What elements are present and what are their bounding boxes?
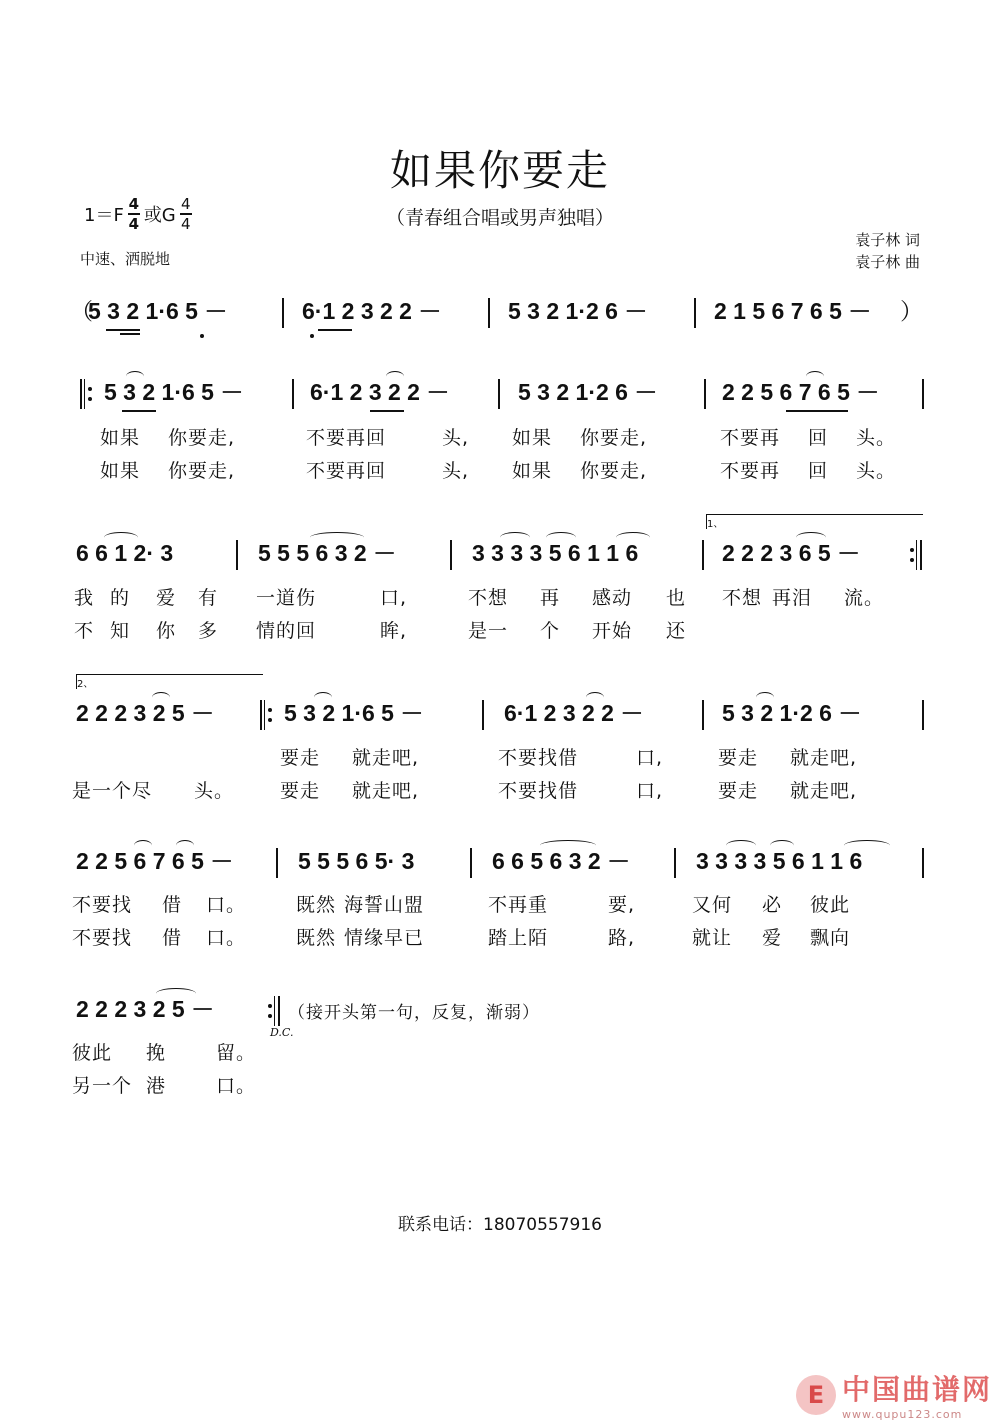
lyric: 必: [762, 894, 783, 916]
barline: [236, 540, 238, 570]
measure: 2 1 5 6 7 6 5 －: [714, 298, 872, 324]
alt-time-bottom: 4: [180, 214, 191, 233]
barline: [702, 540, 704, 570]
lyric: 回: [808, 460, 829, 482]
slur: [310, 532, 364, 543]
lyric: 如果: [512, 460, 553, 482]
lyric: 口,: [380, 587, 408, 609]
volta-2: 2、: [76, 674, 263, 689]
barline: [694, 298, 696, 328]
slur: [500, 532, 530, 543]
key-prefix: 1＝F: [84, 204, 124, 226]
key-signature: [84, 196, 192, 232]
lyric: 多: [198, 620, 219, 642]
lyric: 不要再: [720, 427, 781, 449]
time-top: 4: [128, 195, 140, 213]
lyric: 头。: [856, 427, 897, 449]
measure: 6 6 5 6 3 2 －: [492, 848, 631, 874]
measure: 6·1 2 3 2 2 －: [302, 298, 442, 324]
barline: [450, 540, 452, 570]
tempo-marking: 中速、洒脱地: [80, 250, 171, 268]
barline: [704, 379, 706, 409]
lyric: 不想: [468, 587, 509, 609]
performance-note: （接开头第一句，反复，渐弱）: [288, 1003, 540, 1023]
barline: [282, 298, 284, 328]
measure: 3 3 3 3 5 6 1 1 6: [696, 848, 863, 874]
slur: [126, 371, 144, 382]
lyric: 开始: [592, 620, 633, 642]
barline: [922, 848, 924, 878]
lyric: 感动: [592, 587, 633, 609]
lyric: 要走: [718, 747, 759, 769]
slur: [586, 692, 604, 703]
site-watermark: [796, 1368, 992, 1421]
measure: 2 2 5 6 7 6 5 －: [722, 379, 880, 405]
barline: [702, 700, 704, 730]
slur: [616, 532, 650, 543]
line-1-verse-2: [70, 456, 930, 496]
score-line-2: [70, 538, 930, 578]
song-title: 如果你要走: [389, 146, 610, 195]
measure: 5 3 2 1·2 6 －: [518, 379, 658, 405]
contact-phone: 联系电话：18070557916: [398, 1215, 602, 1235]
lyric: 也: [666, 587, 687, 609]
score-line-3: [70, 698, 930, 738]
barline: [276, 848, 278, 878]
slur: [156, 988, 196, 999]
lyric: 头。: [856, 460, 897, 482]
measure: 6 6 1 2· 3: [76, 540, 174, 566]
lyric: 情的回: [256, 620, 317, 642]
time-signature: [128, 196, 140, 232]
measure: 2 2 5 6 7 6 5 －: [76, 848, 234, 874]
measure: 5 3 2 1·6 5 －: [104, 379, 244, 405]
lyric: 再泪: [772, 587, 813, 609]
lyric: 路,: [608, 927, 636, 949]
measure: 6·1 2 3 2 2 －: [504, 700, 644, 726]
lyric: 的: [110, 587, 131, 609]
lyric: 你要走,: [580, 460, 648, 482]
lyric: 不: [74, 620, 95, 642]
lyric: 你: [156, 620, 177, 642]
lyric: 既然: [296, 894, 337, 916]
lyric: 借: [162, 927, 183, 949]
lyric: 头,: [442, 427, 470, 449]
score-line-1: [70, 377, 930, 417]
lyric: 不要找借: [498, 780, 579, 802]
lyric: 口,: [636, 747, 664, 769]
lyric: 是一: [468, 620, 509, 642]
measure: 2 2 2 3 2 5 －: [76, 996, 215, 1022]
measure: 2 2 2 3 6 5 －: [722, 540, 861, 566]
alt-time-signature: [180, 196, 192, 232]
measure: 2 2 2 3 2 5 －: [76, 700, 215, 726]
lyric: 你要走,: [168, 460, 236, 482]
lyric: 还: [666, 620, 687, 642]
line-4-verse-2: [70, 923, 930, 963]
slur: [546, 532, 576, 543]
time-bottom: 4: [128, 214, 140, 233]
lyric: 是一个尽: [72, 780, 153, 802]
lyric: 就走吧,: [790, 747, 858, 769]
lyric: 如果: [512, 427, 553, 449]
barline: [470, 848, 472, 878]
lyricist-credit: 袁子林 词: [855, 231, 920, 249]
low-octave-dot: [200, 334, 204, 338]
lyric: 头。: [194, 780, 235, 802]
lyric: 海誓山盟: [344, 894, 425, 916]
lyric: 不要找: [72, 894, 133, 916]
lyric: 要走: [718, 780, 759, 802]
lyric: 如果: [100, 460, 141, 482]
lyric: 知: [110, 620, 131, 642]
lyric: 头,: [442, 460, 470, 482]
underline: [318, 329, 352, 331]
barline: [488, 298, 490, 328]
slur: [386, 371, 404, 382]
lyric: 踏上陌: [488, 927, 549, 949]
low-octave-dot: [310, 334, 314, 338]
slur: [176, 840, 194, 851]
slur: [726, 840, 756, 851]
lyric: 口。: [216, 1075, 257, 1097]
lyric: 不再重: [488, 894, 549, 916]
barline: [292, 379, 294, 409]
lyric: 就走吧,: [790, 780, 858, 802]
lyric: 不要找: [72, 927, 133, 949]
intro-open-paren: （: [70, 298, 93, 324]
lyric: 要走: [280, 747, 321, 769]
lyric: 爱: [762, 927, 783, 949]
line-2-verse-2: [70, 616, 930, 656]
lyric: 你要走,: [168, 427, 236, 449]
watermark-url: www.qupu123.com: [841, 1408, 963, 1421]
lyric: 如果: [100, 427, 141, 449]
lyric: 彼此: [810, 894, 851, 916]
intro-close-paren: ）: [900, 298, 923, 324]
line-5-verse-2: [70, 1071, 930, 1111]
measure: 5 3 2 1·6 5 －: [88, 298, 228, 324]
watermark-name: 中国曲谱网: [841, 1373, 992, 1406]
underline: [106, 329, 140, 331]
score-line-4: [70, 846, 930, 886]
lyric: 回: [808, 427, 829, 449]
alt-time-top: 4: [180, 195, 191, 213]
measure: 5 3 2 1·6 5 －: [284, 700, 424, 726]
lyric: 不要再: [720, 460, 781, 482]
slur: [134, 840, 152, 851]
slur: [540, 840, 596, 851]
watermark-logo-icon: E: [796, 1375, 836, 1415]
lyric: 爱: [156, 587, 177, 609]
lyric: 另一个: [72, 1075, 133, 1097]
slur: [152, 692, 170, 703]
composer-credit: 袁子林 曲: [855, 253, 920, 271]
lyric: 口,: [636, 780, 664, 802]
barline: [498, 379, 500, 409]
lyric: 有: [198, 587, 219, 609]
lyric: 就走吧,: [352, 780, 420, 802]
measure: 5 3 2 1·2 6 －: [508, 298, 648, 324]
lyric: 要,: [608, 894, 636, 916]
lyric: 我: [74, 587, 95, 609]
lyric: 你要走,: [580, 427, 648, 449]
barline: [482, 700, 484, 730]
slur: [314, 692, 332, 703]
lyric: 飘向: [810, 927, 851, 949]
lyric: 港: [146, 1075, 167, 1097]
lyric: 挽: [146, 1042, 167, 1064]
lyric: 口。: [206, 927, 247, 949]
lyric: 不要再回: [306, 460, 387, 482]
measure: 5 3 2 1·2 6 －: [722, 700, 862, 726]
lyric: 一道伤: [256, 587, 317, 609]
lyric: 要走: [280, 780, 321, 802]
key-alt: 或G: [143, 204, 176, 226]
lyric: 个: [540, 620, 561, 642]
song-subtitle: （青春组合唱或男声独唱）: [385, 207, 614, 229]
underline: [120, 333, 140, 335]
underline: [370, 410, 404, 412]
underline: [122, 410, 156, 412]
measure: 3 3 3 3 5 6 1 1 6: [472, 540, 639, 566]
lyric: 不想: [722, 587, 763, 609]
barline: [674, 848, 676, 878]
lyric: 留。: [216, 1042, 257, 1064]
lyric: 不要找借: [498, 747, 579, 769]
line-3-verse-2: [70, 776, 930, 816]
slur: [770, 840, 794, 851]
slur: [806, 371, 824, 382]
measure: 5 5 5 6 5· 3: [298, 848, 415, 874]
lyric: 眸,: [380, 620, 408, 642]
lyric: 彼此: [72, 1042, 113, 1064]
lyric: 又何: [692, 894, 733, 916]
measure: 5 5 5 6 3 2 －: [258, 540, 397, 566]
da-capo-marking: D.C.: [270, 1026, 294, 1039]
lyric: 不要再回: [306, 427, 387, 449]
measure: 6·1 2 3 2 2 －: [310, 379, 450, 405]
barline: [922, 379, 924, 409]
lyric: 流。: [844, 587, 885, 609]
lyric: 情缘早已: [344, 927, 425, 949]
slur: [104, 532, 138, 543]
score-line-5: [70, 994, 930, 1039]
underline: [786, 410, 848, 412]
slur: [844, 840, 890, 851]
lyric: 既然: [296, 927, 337, 949]
barline: [922, 700, 924, 730]
lyric: 借: [162, 894, 183, 916]
lyric: 再: [540, 587, 561, 609]
score-line-intro: [70, 296, 930, 336]
lyric: 就走吧,: [352, 747, 420, 769]
slur: [756, 692, 774, 703]
lyric: 就让: [692, 927, 733, 949]
volta-1: 1、: [706, 514, 923, 529]
lyric: 口。: [206, 894, 247, 916]
slur: [796, 532, 826, 543]
